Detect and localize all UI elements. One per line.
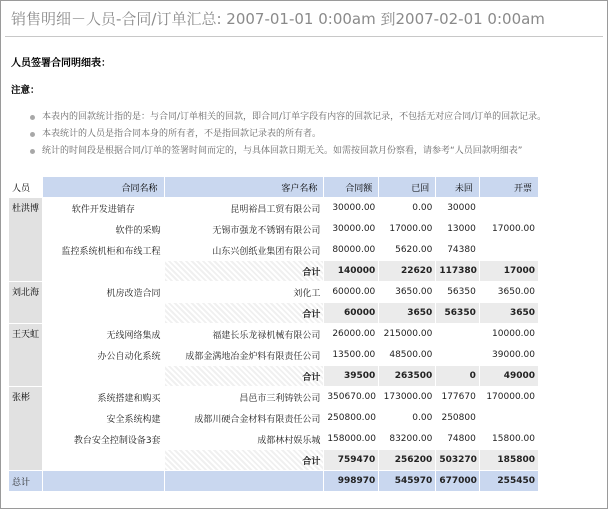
contract-amount-cell: 250800.00: [327, 413, 376, 423]
customer-name-cell: 成都林村娱乐城: [257, 435, 321, 446]
customer-name-cell: 昌邑市三利铸铁公司: [239, 393, 321, 404]
customer-name-cell: 刘化工: [293, 288, 321, 299]
subtotal-invoiced: 49000: [480, 366, 538, 386]
table-row: [9, 324, 538, 344]
table-row: [9, 240, 538, 260]
contract-name-cell: 教台安全控制设备3套: [73, 435, 161, 446]
customer-name-cell: 成都金满地冶金炉料有限责任公司: [185, 351, 321, 362]
received-cell: 83200.00: [389, 434, 433, 444]
unreceived-cell: [436, 324, 479, 344]
subtotal-label: 合计: [165, 366, 324, 386]
invoiced-cell: [480, 198, 538, 218]
subtotal-row: [9, 366, 538, 386]
header-contract-amount: 合同额: [324, 177, 378, 197]
header-invoiced: 开票: [480, 177, 538, 197]
subtotal-spacer: [43, 366, 163, 386]
received-cell: 3650.00: [395, 287, 433, 297]
grand-total-received: 545970: [379, 471, 435, 491]
header-person: 人员: [9, 177, 42, 197]
header-unreceived: 未回: [436, 177, 479, 197]
subtotal-invoiced: 185800: [480, 450, 538, 470]
table-row: [9, 282, 538, 302]
table-row: [9, 408, 538, 428]
customer-name-cell: 福建长乐龙禄机械有限公司: [212, 330, 321, 341]
subtotal-received: 256200: [379, 450, 435, 470]
person-name: 刘北海: [9, 282, 42, 323]
subtotal-row: [9, 303, 538, 323]
subtotal-contract-amount: 140000: [324, 261, 378, 281]
subtotal-label: 合计: [165, 450, 324, 470]
contract-amount-cell: 60000.00: [332, 287, 376, 297]
contract-amount-cell: 80000.00: [332, 245, 376, 255]
contract-name-cell: 软件的采购: [115, 225, 161, 236]
contract-amount-cell: 350670.00: [327, 392, 376, 402]
unreceived-cell: 56350: [447, 287, 476, 297]
table-row: [9, 345, 538, 365]
subtotal-row: [9, 450, 538, 470]
subtotal-received: 263500: [379, 366, 435, 386]
customer-name-cell: 昆明裕昌工贸有限公司: [230, 204, 321, 215]
received-cell: 48500.00: [389, 350, 433, 360]
table-row: [9, 198, 538, 218]
contract-name-cell: 安全系统构建: [106, 414, 161, 425]
notes-list: [29, 109, 607, 160]
unreceived-cell: 74380: [447, 245, 476, 255]
person-name: 张彬: [9, 387, 42, 470]
note-item: 本表内的回款统计指的是：与合同/订单相关的回款，即合同/订单字段有内容的回款记录，不包括无对应合同/订单的回款记录。: [29, 109, 607, 126]
table-row: [9, 219, 538, 239]
received-cell: 0.00: [412, 203, 433, 213]
note-item: 本表统计的人员是指合同本身的所有者，不是指回款记录表的所有者。: [29, 126, 607, 143]
customer-name-cell: 成都川硬合金材料有限责任公司: [194, 414, 321, 425]
contract-amount-cell: 26000.00: [332, 329, 376, 339]
table-row: [9, 429, 538, 449]
received-cell: 215000.00: [383, 329, 433, 339]
subtotal-contract-amount: 60000: [324, 303, 378, 323]
person-name: 王天虹: [9, 324, 42, 386]
grand-total-contract-amount: 998970: [324, 471, 378, 491]
unreceived-cell: 177670: [441, 392, 476, 402]
subtotal-received: 22620: [379, 261, 435, 281]
unreceived-cell: 13000: [447, 224, 476, 234]
received-cell: 173000.00: [383, 392, 433, 402]
subtotal-invoiced: 17000: [480, 261, 538, 281]
section-title: 人员签署合同明细表：: [11, 58, 111, 69]
unreceived-cell: 250800: [441, 413, 476, 423]
received-cell: 0.00: [412, 413, 433, 423]
grand-total-row: [9, 471, 538, 491]
note-label: 注意：: [11, 85, 40, 96]
contract-name-cell: 软件开发进销存: [71, 204, 135, 215]
subtotal-label: 合计: [165, 303, 324, 323]
header-received: 已回: [379, 177, 435, 197]
contract-amount-cell: 13500.00: [332, 350, 376, 360]
grand-total-invoiced: 255450: [480, 471, 538, 491]
subtotal-label: 合计: [165, 261, 324, 281]
subtotal-unreceived: 56350: [436, 303, 479, 323]
subtotal-spacer: [43, 303, 163, 323]
subtotal-received: 3650: [379, 303, 435, 323]
contract-name-cell: 系统搭建和购买: [97, 393, 161, 404]
subtotal-spacer: [43, 450, 163, 470]
contract-name-cell: 办公自动化系统: [97, 351, 161, 362]
note-item: 统计的时间段是根据合同/订单的签署时间而定的，与具体回款日期无关。如需按回款月份察看，请参考“人员回款明细表”: [29, 143, 607, 160]
grand-total-unreceived: 677000: [436, 471, 479, 491]
subtotal-spacer: [43, 261, 163, 281]
subtotal-row: [9, 261, 538, 281]
unreceived-cell: 74800: [447, 434, 476, 444]
subtotal-invoiced: 3650: [480, 303, 538, 323]
contract-amount-cell: 30000.00: [332, 203, 376, 213]
invoiced-cell: 3650.00: [497, 287, 535, 297]
person-name: 杜洪博: [9, 198, 42, 281]
contract-amount-cell: 158000.00: [327, 434, 376, 444]
report-title: 销售明细－人员-合同/订单汇总: 2007-01-01 0:00am 到2007-02-01 0:00am: [11, 10, 545, 28]
header-row: [9, 177, 538, 197]
contract-name-cell: 机房改造合同: [106, 288, 161, 299]
invoiced-cell: 39000.00: [492, 350, 535, 360]
unreceived-cell: 30000: [447, 203, 476, 213]
contract-name-cell: 无线网络集成: [106, 330, 161, 341]
subtotal-unreceived: 503270: [436, 450, 479, 470]
subtotal-contract-amount: 759470: [324, 450, 378, 470]
invoiced-cell: 170000.00: [486, 392, 535, 402]
grand-total-label: 总计: [9, 471, 42, 491]
received-cell: 5620.00: [395, 245, 433, 255]
invoiced-cell: [480, 240, 538, 260]
unreceived-cell: [436, 345, 479, 365]
invoiced-cell: 17000.00: [492, 224, 535, 234]
subtotal-unreceived: 0: [436, 366, 479, 386]
received-cell: 17000.00: [389, 224, 433, 234]
header-contract-name: 合同名称: [43, 177, 163, 197]
grand-total-spacer: [43, 471, 163, 491]
subtotal-contract-amount: 39500: [324, 366, 378, 386]
contract-name-cell: 监控系统机柜和布线工程: [61, 246, 161, 257]
invoiced-cell: [480, 408, 538, 428]
contract-amount-cell: 30000.00: [332, 224, 376, 234]
contract-detail-table: [8, 176, 539, 492]
invoiced-cell: 10000.00: [492, 329, 535, 339]
invoiced-cell: 15800.00: [492, 434, 535, 444]
subtotal-unreceived: 117380: [436, 261, 479, 281]
grand-total-spacer: [165, 471, 324, 491]
header-customer-name: 客户名称: [165, 177, 324, 197]
customer-name-cell: 无锡市强龙不锈钢有限公司: [212, 225, 321, 236]
table-row: [9, 387, 538, 407]
customer-name-cell: 山东兴创纸业集团有限公司: [212, 246, 321, 257]
title-divider: [5, 36, 603, 37]
